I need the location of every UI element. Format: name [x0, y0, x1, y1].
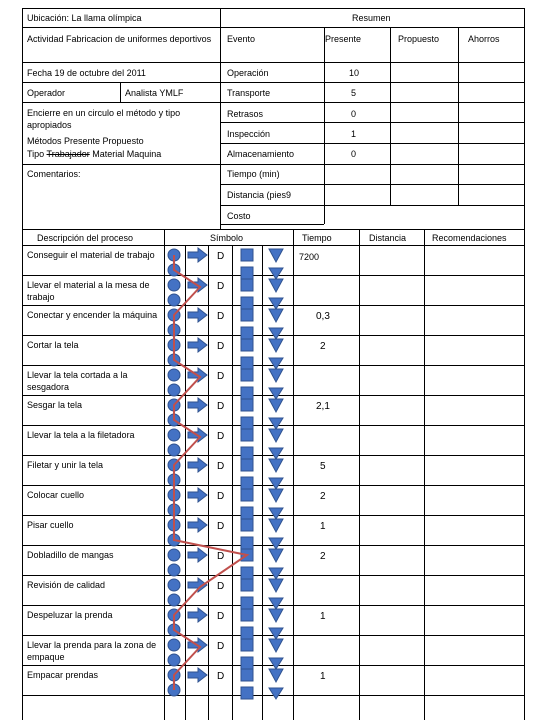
storage-triangle-icon	[269, 448, 283, 459]
delay-d-icon: D	[217, 371, 225, 382]
storage-triangle-icon	[269, 658, 283, 669]
metodos-label: Métodos Presente Propuesto	[27, 136, 144, 146]
summary-evento-operacion: Operación	[227, 68, 269, 78]
storage-triangle-icon	[269, 688, 283, 699]
inspection-square-icon	[241, 579, 253, 591]
summary-evento-distancia: Distancia (pies9	[227, 190, 292, 200]
inspection-square-icon	[241, 447, 253, 459]
storage-triangle-icon	[269, 519, 283, 532]
summary-evento-transporte: Transporte	[227, 88, 271, 98]
inspection-square-icon	[241, 369, 253, 381]
storage-triangle-icon	[269, 339, 283, 352]
process-step-description: Conectar y encender la máquina	[27, 310, 158, 320]
storage-triangle-icon	[269, 508, 283, 519]
comentarios-label: Comentarios:	[27, 169, 81, 179]
process-step-time: 5	[320, 461, 326, 472]
transport-arrow-icon	[188, 308, 207, 322]
resumen-title: Resumen	[352, 13, 391, 23]
storage-triangle-icon	[269, 598, 283, 609]
process-step-time: 7200	[299, 252, 320, 262]
storage-triangle-icon	[269, 429, 283, 442]
inspection-square-icon	[241, 267, 253, 279]
process-step-description: Colocar cuello	[27, 490, 85, 500]
inspection-square-icon	[241, 399, 253, 411]
inspection-square-icon	[241, 477, 253, 489]
summary-header-presente: Presente	[325, 34, 362, 44]
inspection-square-icon	[241, 567, 253, 579]
inspection-square-icon	[241, 309, 253, 321]
delay-d-icon: D	[217, 281, 225, 292]
summary-presente-inspeccion: 1	[351, 129, 357, 139]
delay-d-icon: D	[217, 311, 225, 322]
inspection-square-icon	[241, 609, 253, 621]
process-step-description: Pisar cuello	[27, 520, 74, 530]
delay-d-icon: D	[217, 461, 225, 472]
operation-circle-icon	[168, 564, 180, 576]
inspection-square-icon	[241, 249, 253, 261]
delay-d-icon: D	[217, 611, 225, 622]
inspection-square-icon	[241, 597, 253, 609]
operation-circle-icon	[168, 384, 180, 396]
inspection-square-icon	[241, 417, 253, 429]
storage-triangle-icon	[269, 489, 283, 502]
operation-circle-icon	[168, 429, 180, 441]
transport-arrow-icon	[188, 248, 207, 262]
storage-triangle-icon	[269, 298, 283, 309]
storage-triangle-icon	[269, 459, 283, 472]
operation-circle-icon	[168, 639, 180, 651]
storage-triangle-icon	[269, 609, 283, 622]
summary-header-propuesto: Propuesto	[398, 34, 440, 44]
tipo-struck: Trabajador	[46, 149, 90, 159]
inspection-square-icon	[241, 639, 253, 651]
operation-circle-icon	[168, 294, 180, 306]
operation-circle-icon	[168, 654, 180, 666]
storage-triangle-icon	[269, 268, 283, 279]
inspection-square-icon	[241, 519, 253, 531]
storage-triangle-icon	[269, 358, 283, 369]
inspection-square-icon	[241, 489, 253, 501]
delay-d-icon: D	[217, 581, 225, 592]
process-step-description: Filetar y unir la tela	[27, 460, 104, 470]
storage-triangle-icon	[269, 549, 283, 562]
storage-triangle-icon	[269, 328, 283, 339]
storage-triangle-icon	[269, 538, 283, 549]
inspection-square-icon	[241, 297, 253, 309]
storage-triangle-icon	[269, 669, 283, 682]
process-step-time: 2,1	[316, 401, 330, 412]
header-tiempo: Tiempo	[302, 233, 332, 243]
analista-label: Analista YMLF	[125, 88, 184, 98]
delay-d-icon: D	[217, 521, 225, 532]
storage-triangle-icon	[269, 388, 283, 399]
transport-arrow-icon	[188, 458, 207, 472]
storage-triangle-icon	[269, 309, 283, 322]
inspection-square-icon	[241, 339, 253, 351]
delay-d-icon: D	[217, 341, 225, 352]
process-step-description: Llevar la tela a la filetadora	[27, 430, 135, 440]
storage-triangle-icon	[269, 369, 283, 382]
process-step-description: Llevar el material a la mesa de trabajo	[27, 280, 150, 302]
header-recomendaciones: Recomendaciones	[432, 233, 507, 243]
header-descripcion: Descripción del proceso	[37, 233, 134, 243]
process-step-description: Revisión de calidad	[27, 580, 106, 590]
storage-triangle-icon	[269, 418, 283, 429]
storage-triangle-icon	[269, 399, 283, 412]
storage-triangle-icon	[269, 478, 283, 489]
storage-triangle-icon	[269, 568, 283, 579]
transport-arrow-icon	[188, 668, 207, 682]
delay-d-icon: D	[217, 671, 225, 682]
header-simbolo: Símbolo	[210, 233, 244, 243]
transport-arrow-icon	[188, 338, 207, 352]
delay-d-icon: D	[217, 431, 225, 442]
operation-circle-icon	[168, 444, 180, 456]
process-step-time: 2	[320, 341, 326, 352]
encierre-instruction: Encierre en un circulo el método y tipo apropiados	[27, 108, 181, 130]
process-step-description: Sesgar la tela	[27, 400, 83, 410]
storage-triangle-icon	[269, 628, 283, 639]
delay-d-icon: D	[217, 401, 225, 412]
inspection-square-icon	[241, 279, 253, 291]
process-step-time: 2	[320, 491, 326, 502]
operation-circle-icon	[168, 549, 180, 561]
summary-presente-retrasos: 0	[351, 109, 357, 119]
inspection-square-icon	[241, 387, 253, 399]
inspection-square-icon	[241, 657, 253, 669]
inspection-square-icon	[241, 627, 253, 639]
summary-header-ahorros: Ahorros	[468, 34, 500, 44]
delay-d-icon: D	[217, 251, 225, 262]
delay-d-icon: D	[217, 491, 225, 502]
operation-circle-icon	[168, 579, 180, 591]
inspection-square-icon	[241, 357, 253, 369]
transport-arrow-icon	[188, 398, 207, 412]
summary-presente-operacion: 10	[349, 68, 360, 78]
inspection-square-icon	[241, 687, 253, 699]
operador-label: Operador	[27, 88, 66, 98]
process-step-description: Conseguir el material de trabajo	[27, 250, 155, 260]
flow-connector-line	[174, 255, 247, 690]
storage-triangle-icon	[269, 579, 283, 592]
storage-triangle-icon	[269, 279, 283, 292]
summary-header-evento: Evento	[227, 34, 256, 44]
inspection-square-icon	[241, 429, 253, 441]
storage-triangle-icon	[269, 249, 283, 262]
process-step-description: Llevar la tela cortada a la sesgadora	[27, 370, 128, 392]
inspection-square-icon	[241, 537, 253, 549]
storage-triangle-icon	[269, 639, 283, 652]
summary-presente-transporte: 5	[351, 88, 357, 98]
process-step-time: 0,3	[316, 311, 330, 322]
process-step-description: Dobladillo de mangas	[27, 550, 114, 560]
inspection-square-icon	[241, 327, 253, 339]
operation-circle-icon	[168, 369, 180, 381]
inspection-square-icon	[241, 507, 253, 519]
process-step-description: Despeluzar la prenda	[27, 610, 113, 620]
transport-arrow-icon	[188, 548, 207, 562]
header-distancia: Distancia	[369, 233, 407, 243]
inspection-square-icon	[241, 669, 253, 681]
tipo-rest: Material Maquina	[92, 149, 162, 159]
inspection-square-icon	[241, 459, 253, 471]
transport-arrow-icon	[188, 608, 207, 622]
tipo-prefix: Tipo	[27, 149, 45, 159]
summary-evento-almacenamiento: Almacenamiento	[227, 149, 295, 159]
delay-d-icon: D	[217, 641, 225, 652]
process-step-time: 2	[320, 551, 326, 562]
summary-presente-almacenamiento: 0	[351, 149, 357, 159]
summary-evento-retrasos: Retrasos	[227, 109, 264, 119]
process-step-time: 1	[320, 521, 326, 532]
transport-arrow-icon	[188, 488, 207, 502]
transport-arrow-icon	[188, 518, 207, 532]
fecha-label: Fecha 19 de octubre del 2011	[27, 68, 146, 78]
process-step-time: 1	[320, 611, 326, 622]
process-step-description: Cortar la tela	[27, 340, 79, 350]
process-step-description: Empacar prendas	[27, 670, 99, 680]
summary-evento-inspeccion: Inspección	[227, 129, 271, 139]
summary-evento-tiempo: Tiempo (min)	[227, 169, 280, 179]
summary-evento-costo: Costo	[227, 211, 251, 221]
process-step-description: Llevar la prenda para la zona de empaque	[27, 640, 157, 662]
operation-circle-icon	[168, 594, 180, 606]
actividad-label: Actividad Fabricacion de uniformes deportivos	[27, 34, 212, 44]
operation-circle-icon	[168, 279, 180, 291]
ubicacion-label: Ubicación: La llama olímpica	[27, 13, 142, 23]
delay-d-icon: D	[217, 551, 225, 562]
process-step-time: 1	[320, 671, 326, 682]
